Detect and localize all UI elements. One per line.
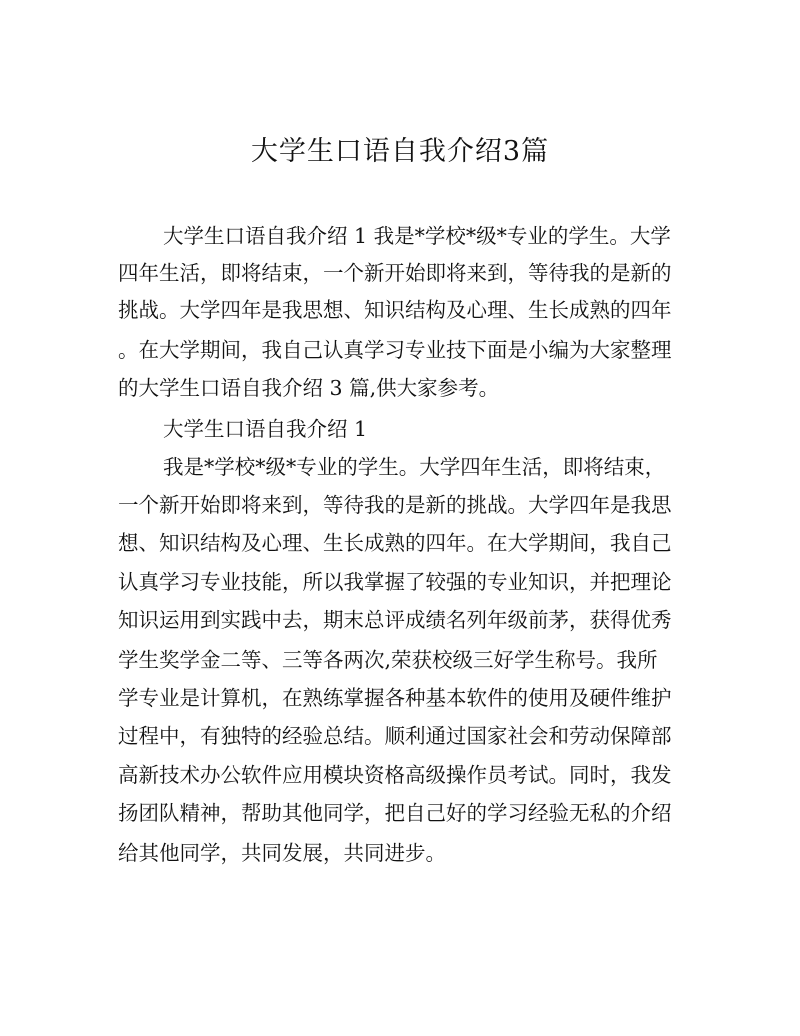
paragraph-2-line-6: 学生奖学金二等、三等各两次,荣获校级三好学生称号。我所 <box>118 648 658 672</box>
paragraph-2-line-7: 学专业是计算机，在熟练掌握各种基本软件的使用及硬件维护 <box>118 686 672 710</box>
paragraph-2-line-10: 扬团队精神，帮助其他同学，把自己好的学习经验无私的介绍 <box>118 801 672 825</box>
paragraph-2-line-5: 知识运用到实践中去，期末总评成绩名列年级前茅，获得优秀 <box>118 608 672 632</box>
paragraph-1-line-4: 。在大学期间，我自己认真学习专业技下面是小编为大家整理 <box>118 338 672 362</box>
paragraph-2-line-9: 高新技术办公软件应用模块资格高级操作员考试。同时，我发 <box>118 763 672 787</box>
paragraph-1-line-5: 的大学生口语自我介绍 3 篇,供大家参考。 <box>118 376 500 400</box>
paragraph-2-line-3: 想、知识结构及心理、生长成熟的四年。在大学期间，我自己 <box>118 531 672 555</box>
paragraph-2-line-1: 我是*学校*级*专业的学生。大学四年生活，即将结束， <box>163 455 666 479</box>
paragraph-2-line-11: 给其他同学，共同发展，共同进步。 <box>118 841 446 865</box>
paragraph-1-line-1: 大学生口语自我介绍 1 我是*学校*级*专业的学生。大学 <box>163 224 671 248</box>
document-title: 大学生口语自我介绍3篇 <box>250 136 550 167</box>
paragraph-2-line-4: 认真学习专业技能，所以我掌握了较强的专业知识，并把理论 <box>118 570 672 594</box>
paragraph-1-line-3: 挑战。大学四年是我思想、知识结构及心理、生长成熟的四年 <box>118 298 672 322</box>
paragraph-1-line-2: 四年生活，即将结束，一个新开始即将来到，等待我的是新的 <box>118 261 672 285</box>
paragraph-2-line-8: 过程中，有独特的经验总结。顺利通过国家社会和劳动保障部 <box>118 724 672 748</box>
section-heading: 大学生口语自我介绍 1 <box>163 417 368 441</box>
paragraph-2-line-2: 一个新开始即将来到，等待我的是新的挑战。大学四年是我思 <box>118 493 672 517</box>
